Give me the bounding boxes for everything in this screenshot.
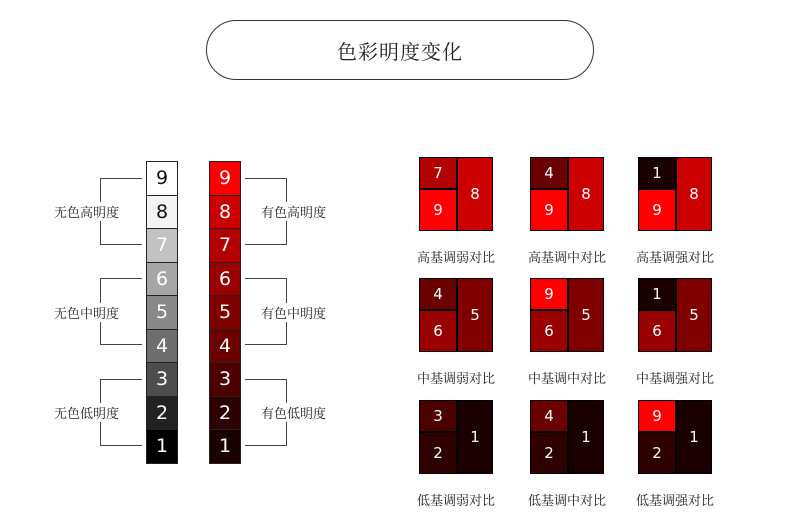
gray-scale-cell-5: 5 <box>146 295 178 330</box>
gray-scale-cell-6: 6 <box>146 262 178 297</box>
contrast-combo <box>638 400 712 474</box>
combo-top-swatch: 4 <box>530 400 568 432</box>
gray-scale-group-label: 无色高明度 <box>54 202 123 221</box>
contrast-combo <box>530 157 604 231</box>
red-scale-cell-5: 5 <box>209 295 241 330</box>
combo-label: 高基调强对比 <box>635 251 714 266</box>
combo-right-swatch: 5 <box>568 278 604 352</box>
gray-scale-cell-9: 9 <box>146 161 178 196</box>
combo-right-swatch: 8 <box>676 157 712 231</box>
contrast-combo <box>419 400 493 474</box>
combo-top-swatch: 7 <box>419 157 457 189</box>
contrast-combo <box>530 278 604 352</box>
combo-bottom-swatch: 2 <box>638 432 676 474</box>
combo-right-swatch: 5 <box>457 278 493 352</box>
red-scale-cell-3: 3 <box>209 362 241 397</box>
combo-bottom-swatch: 9 <box>530 189 568 231</box>
gray-scale-cell-7: 7 <box>146 228 178 263</box>
red-scale-cell-6: 6 <box>209 262 241 297</box>
contrast-combo <box>419 157 493 231</box>
contrast-combo <box>530 400 604 474</box>
combo-label: 中基调弱对比 <box>416 372 495 387</box>
combo-top-swatch: 4 <box>530 157 568 189</box>
combo-right-swatch: 1 <box>457 400 493 474</box>
combo-label: 低基调强对比 <box>635 494 714 509</box>
combo-top-swatch: 4 <box>419 278 457 310</box>
gray-scale-cell-4: 4 <box>146 329 178 364</box>
combo-right-swatch: 5 <box>676 278 712 352</box>
gray-scale-cell-1: 1 <box>146 429 178 464</box>
combo-label: 高基调弱对比 <box>416 251 495 266</box>
combo-top-swatch: 3 <box>419 400 457 432</box>
red-scale-group-label: 有色低明度 <box>257 403 326 422</box>
combo-right-swatch: 8 <box>457 157 493 231</box>
combo-bottom-swatch: 6 <box>638 310 676 352</box>
combo-label: 中基调中对比 <box>527 372 606 387</box>
combo-bottom-swatch: 9 <box>419 189 457 231</box>
gray-scale-cell-8: 8 <box>146 195 178 230</box>
red-scale-cell-4: 4 <box>209 329 241 364</box>
combo-right-swatch: 1 <box>568 400 604 474</box>
red-scale-cell-1: 1 <box>209 429 241 464</box>
gray-scale-group-label: 无色低明度 <box>54 403 123 422</box>
combo-bottom-swatch: 2 <box>419 432 457 474</box>
red-scale-group-label: 有色中明度 <box>257 303 326 322</box>
gray-scale-group-label: 无色中明度 <box>54 303 123 322</box>
page-title: 色彩明度变化 <box>206 20 594 80</box>
combo-top-swatch: 9 <box>530 278 568 310</box>
red-scale-cell-7: 7 <box>209 228 241 263</box>
combo-bottom-swatch: 6 <box>419 310 457 352</box>
combo-top-swatch: 1 <box>638 278 676 310</box>
combo-right-swatch: 8 <box>568 157 604 231</box>
combo-label: 中基调强对比 <box>635 372 714 387</box>
red-scale-cell-9: 9 <box>209 161 241 196</box>
red-scale-cell-8: 8 <box>209 195 241 230</box>
combo-bottom-swatch: 9 <box>638 189 676 231</box>
combo-bottom-swatch: 2 <box>530 432 568 474</box>
combo-top-swatch: 1 <box>638 157 676 189</box>
red-scale-cell-2: 2 <box>209 396 241 431</box>
combo-label: 低基调弱对比 <box>416 494 495 509</box>
contrast-combo <box>638 157 712 231</box>
contrast-combo <box>638 278 712 352</box>
gray-scale-cell-3: 3 <box>146 362 178 397</box>
combo-bottom-swatch: 6 <box>530 310 568 352</box>
combo-right-swatch: 1 <box>676 400 712 474</box>
contrast-combo <box>419 278 493 352</box>
red-scale-group-label: 有色高明度 <box>257 202 326 221</box>
gray-scale-cell-2: 2 <box>146 396 178 431</box>
combo-top-swatch: 9 <box>638 400 676 432</box>
combo-label: 低基调中对比 <box>527 494 606 509</box>
combo-label: 高基调中对比 <box>527 251 606 266</box>
